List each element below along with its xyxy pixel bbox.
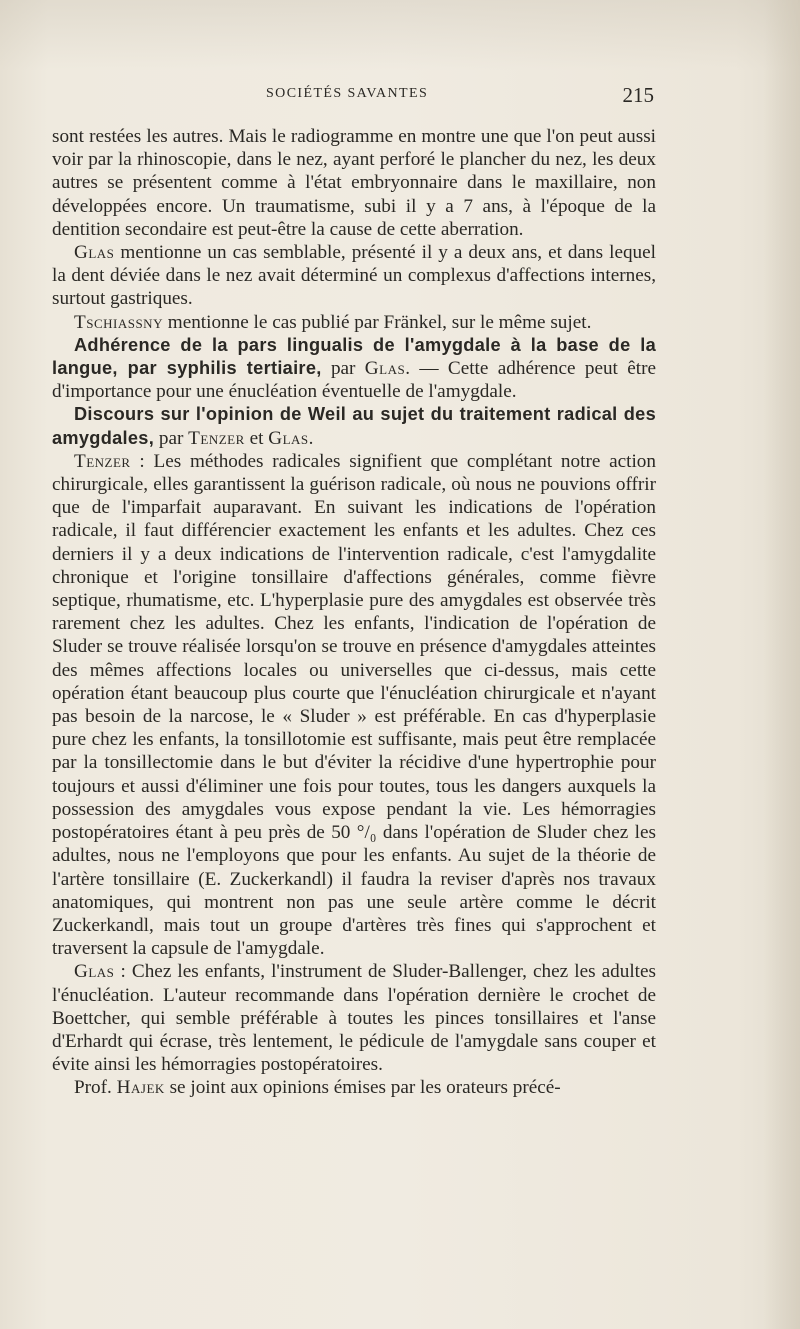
body-text: [52, 125, 656, 1100]
paragraph-text: se joint aux opinions émises par les orateurs précé-: [164, 1077, 561, 1099]
end-punctuation: .: [308, 427, 314, 449]
section-heading: Discours sur l'opinion de Weil au sujet du traitement radical des amygdales,: [52, 404, 656, 448]
author-name: Tenzer: [188, 427, 245, 449]
title-prefix: Prof.: [74, 1077, 117, 1099]
author-name: Glas: [74, 961, 115, 983]
paragraph-text: . — Cette adhérence peut être d'importance pour une énucléation éventuelle de l'amygdale.: [52, 358, 656, 403]
paragraph-text: : Chez les enfants, l'instrument de Sluder-Ballenger, chez les adultes l'énucléation. L'auteur recommande dans l'opération dernière le crochet de Boettcher, qui semble préférable à toutes les pinces tonsillaires et l'anse d'Erhardt qui écrase, très lentement, le pédicule de l'amygdale sans couper et évite ainsi les hémorragies postopératoires.: [52, 961, 656, 1076]
author-name: Tenzer: [74, 450, 131, 472]
paragraph-text: mentionne un cas semblable, présenté il y a deux ans, et dans lequel la dent déviée dans le nez avait déterminé un complexus d'affections internes, surtout gastriques.: [52, 242, 656, 310]
paragraph-tschiassny-mention: [52, 311, 656, 334]
section-discours: [52, 403, 656, 449]
paragraph-continuation: sont restées les autres. Mais le radiogramme en montre une que l'on peut aussi voir par la rhinoscopie, dans le nez, ayant perforé le plancher du nez, les deux autres se présentent comme à l'état embryonnaire dans le maxillaire, non développées encore. Un traumatisme, subi il y a 7 ans, à l'époque de la dentition secondaire est peut-être la cause de cette aberration.: [52, 126, 656, 240]
by-word: par: [321, 358, 365, 380]
section-heading: Adhérence de la pars lingualis de l'amygdale à la base de la langue, par syphilis tertiaire,: [52, 334, 656, 379]
paragraph-tenzer-speech: [52, 450, 656, 960]
page-number: 215: [622, 83, 654, 107]
paragraph-text: : Les méthodes radicales signifient que complétant notre action chirurgicale, elles garantissent la guérison radicale, où nous ne pouvions offrir que de l'imparfait auparavant. En suivant les indications de l'opération radicale, il faut différencier exactement les enfants et les adultes. Chez ces derniers il y a deux indications de l'intervention radicale, c'est l'amygdalite chronique et l'origine tonsillaire d'affections générales, comme fièvre septique, rhumatisme, etc. L'hyperplasie pure des amygdales est observée très rarement chez les adultes. Chez les enfants, l'indication de l'opération de Sluder se trouve réalisée lorsqu'on se trouve en présence d'amygdales atteintes des mêmes affections locales ou universelles que ci-dessus, mais cette opération étant beaucoup plus courte que l'énucléation chirurgicale et n'ayant pas besoin de la narcose, le « Sluder » est préférable. En cas d'hyperplasie pure chez les enfants, la tonsillotomie est suffisante, mais peut être remplacée par la tonsillectomie dans le but d'éviter la récidive d'une hypertrophie pour toujours et aussi d'éliminer une fois pour toutes, tous les dangers auxquels la possession des amygdales vous expose pendant la vie. Les hémorragies postopératoires étant à peu près de 50 °/₀ dans l'opération de Sluder chez les adultes, nous ne l'employons que pour les enfants. Au sujet de la théorie de l'artère tonsillaire (E. Zuckerkandl) il faudra la reviser d'après nos travaux anatomiques, qui montrent non pas une seule artère comme le décrit Zuckerkandl, mais tout un groupe d'artères très fines qui s'approchent et traversent la capsule de l'amygdale.: [52, 450, 656, 960]
page-edge-shadow: [764, 0, 800, 1329]
paragraph-text: mentionne le cas publié par Fränkel, sur le même sujet.: [162, 311, 592, 333]
running-title: SOCIÉTÉS SAVANTES: [266, 86, 429, 101]
author-name: Glas: [74, 242, 115, 264]
section-adherence: [52, 334, 656, 404]
and-word: et: [244, 427, 269, 449]
author-name: Glas: [268, 427, 309, 449]
author-name: Tschiassny: [74, 311, 163, 333]
author-name: Hajek: [116, 1077, 165, 1099]
author-name: Glas: [364, 358, 406, 380]
paragraph-hajek-speech: [52, 1076, 656, 1099]
page-header: [52, 83, 654, 110]
paragraph-glas-speech: [52, 960, 656, 1076]
by-word: par: [154, 427, 189, 449]
paragraph-glas-mention: [52, 241, 656, 311]
